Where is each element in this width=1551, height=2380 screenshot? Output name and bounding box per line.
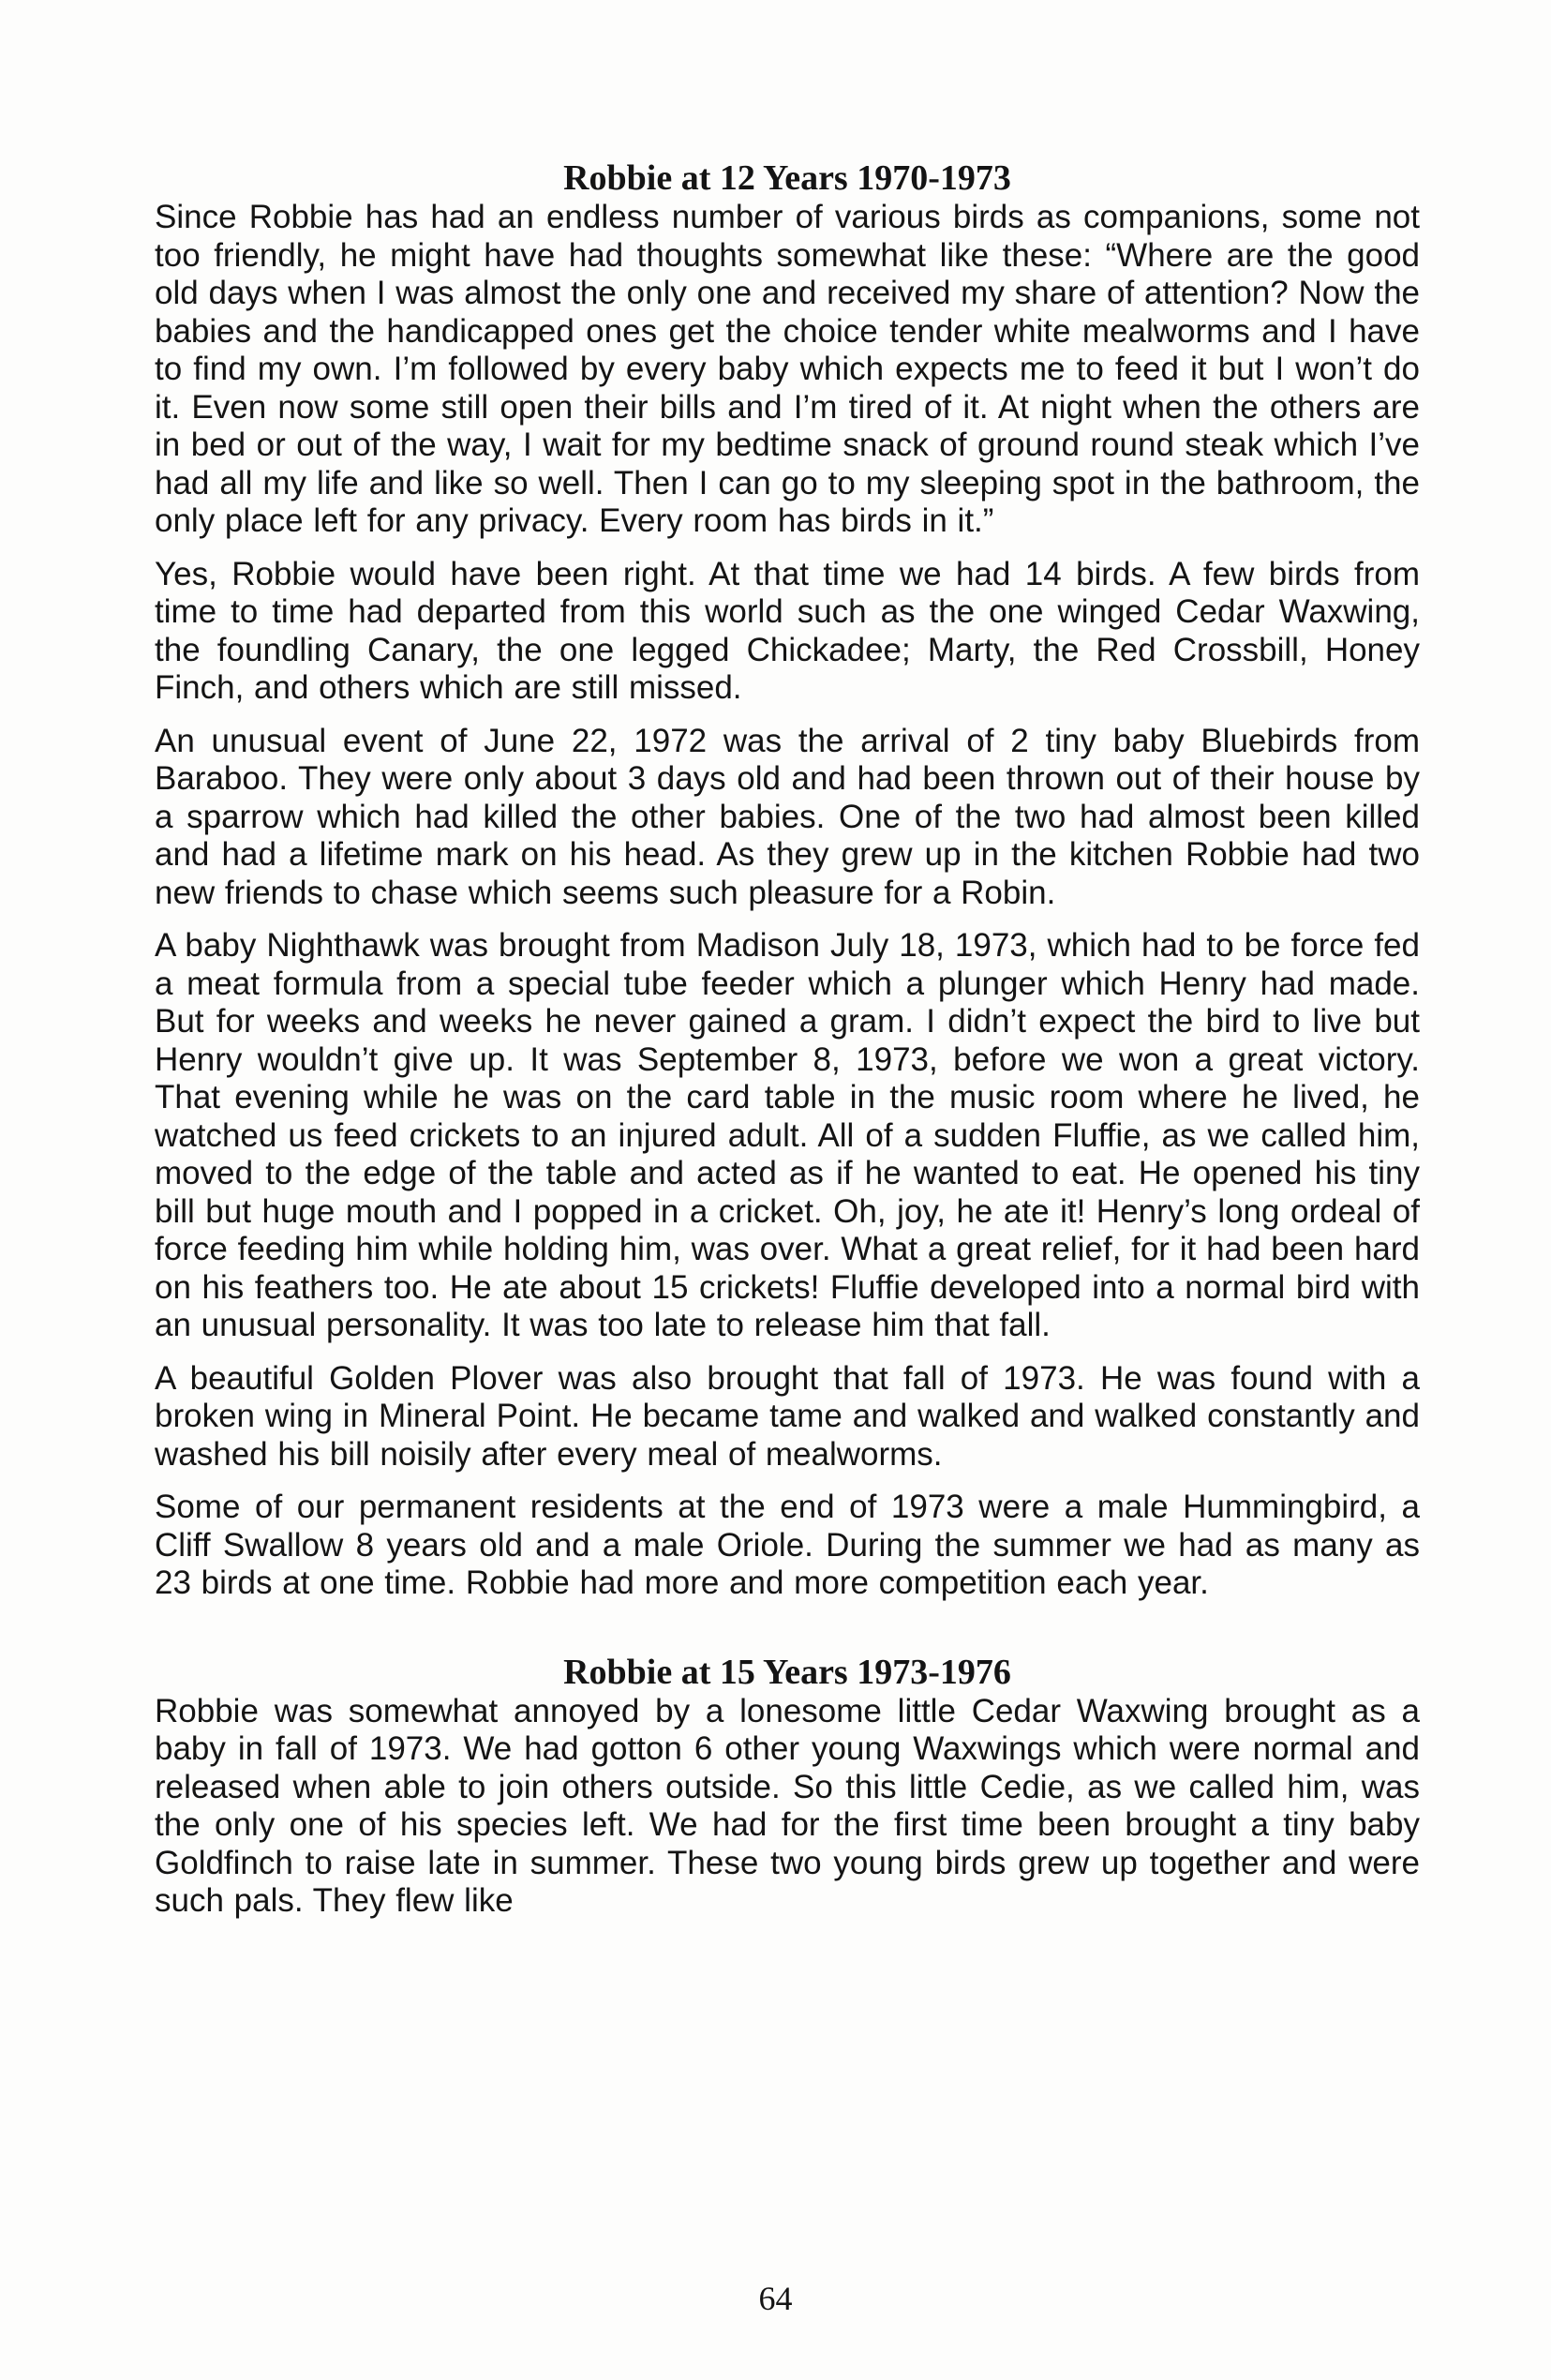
- paragraph-bluebirds: An unusual event of June 22, 1972 was the arrival of 2 tiny baby Bluebirds from Baraboo. They were only about 3 days old and had been thrown out of their house by a sparrow which had killed the other babies. One of the two had almost been killed and had a lifetime mark on his head. As they grew up in the kitchen Robbie had two new friends to chase which seems such pleasure for a Robin.: [155, 722, 1420, 911]
- text-column: [155, 157, 1420, 1936]
- paragraph-cedar-waxwing: Robbie was somewhat annoyed by a lonesome little Cedar Waxwing brought as a baby in fall of 1973. We had gotton 6 other young Waxwings which were normal and released when able to join others outside. So this little Cedie, as we called him, was the only one of his species left. We had for the first time been brought a tiny baby Goldfinch to raise late in summer. These two young birds grew up together and were such pals. They flew like: [155, 1692, 1420, 1919]
- paragraph-permanent-residents: Some of our permanent residents at the end of 1973 were a male Hummingbird, a Cliff Swallow 8 years old and a male Oriole. During the summer we had as many as 23 birds at one time. Robbie had more and more competition each year.: [155, 1489, 1420, 1601]
- page-number: 64: [758, 2280, 793, 2317]
- paragraph-golden-plover: A beautiful Golden Plover was also brought that fall of 1973. He was found with a broken wing in Mineral Point. He became tame and walked and walked constantly and washed his bill noisily after every meal of mealworms.: [155, 1359, 1420, 1473]
- paragraph-fourteen-birds: Yes, Robbie would have been right. At that time we had 14 birds. A few birds from time to time had departed from this world such as the one winged Cedar Waxwing, the foundling Canary, the one legged Chickadee; Marty, the Red Crossbill, Honey Finch, and others which are still missed.: [155, 555, 1420, 706]
- section-heading-robbie-12-years: Robbie at 12 Years 1970-1973: [563, 158, 1011, 198]
- section-heading-robbie-15-years: Robbie at 15 Years 1973-1976: [563, 1652, 1011, 1692]
- paragraph-nighthawk: A baby Nighthawk was brought from Madison July 18, 1973, which had to be force fed a meat formula from a special tube feeder which a plunger which Henry had made. But for weeks and weeks he never gained a gram. I didn’t expect the bird to live but Henry wouldn’t give up. It was September 8, 1973, before we won a great victory. That evening while he was on the card table in the music room where he lived, he watched us feed crickets to an injured adult. All of a sudden Fluffie, as we called him, moved to the edge of the table and acted as if he wanted to eat. He opened his tiny bill but huge mouth and I popped in a cricket. Oh, joy, he ate it! Henry’s long ordeal of force feeding him while holding him, was over. What a great relief, for it had been hard on his feathers too. He ate about 15 crickets! Fluffie developed into a normal bird with an unusual personality. It was too late to release him that fall.: [155, 927, 1420, 1343]
- paragraph-robbie-thoughts: Since Robbie has had an endless number of various birds as companions, some not too friendly, he might have had thoughts somewhat like these: “Where are the good old days when I was almost the only one and received my share of attention? Now the babies and the handicapped ones get the choice tender white mealworms and I have to find my own. I’m followed by every baby which expects me to feed it but I won’t do it. Even now some still open their bills and I’m tired of it. At night when the others are in bed or out of the way, I wait for my bedtime snack of ground round steak which I’ve had all my life and like so well. Then I can go to my sleeping spot in the bathroom, the only place left for any privacy. Every room has birds in it.”: [155, 199, 1420, 539]
